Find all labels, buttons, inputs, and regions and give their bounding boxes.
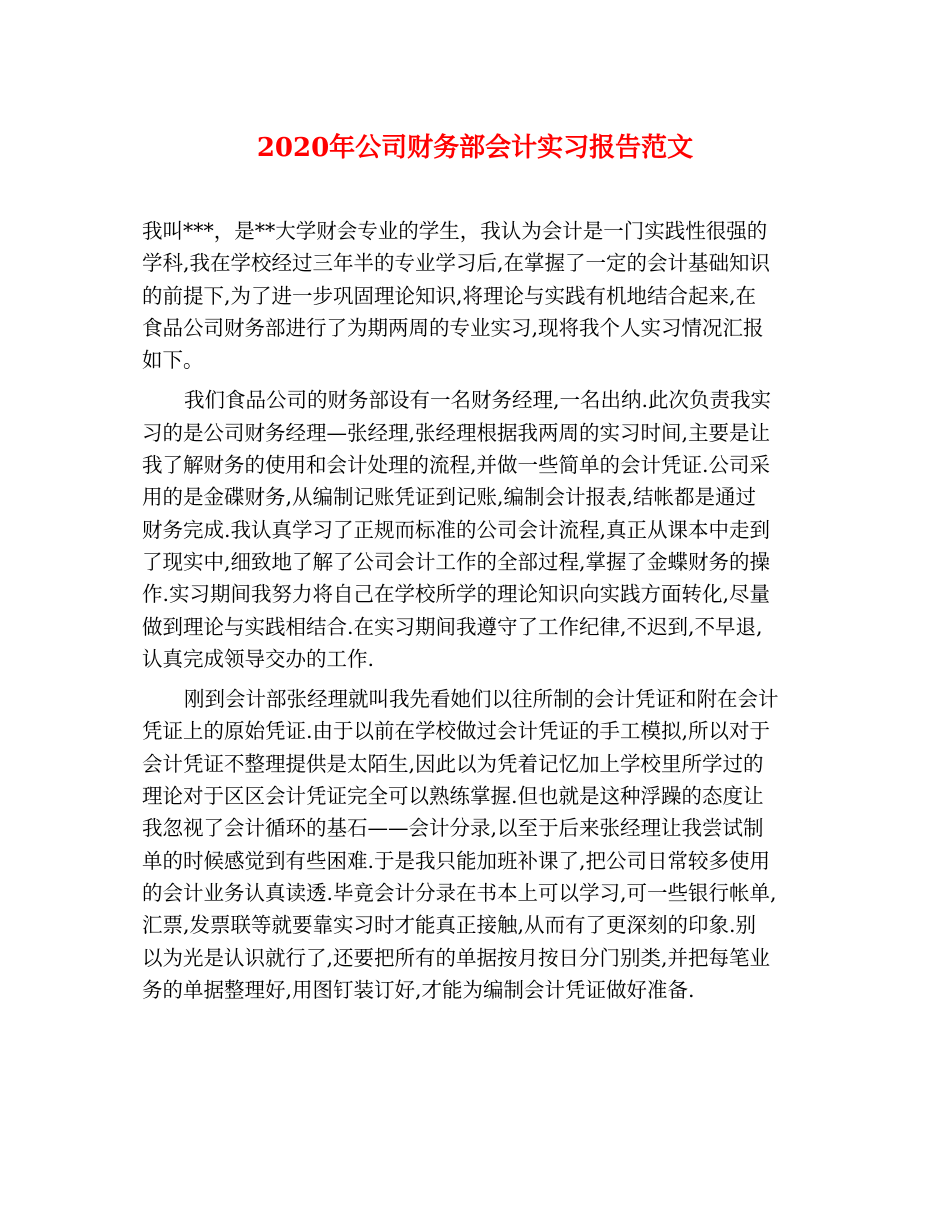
- text-line: 汇票,发票联等就要靠实习时才能真正接触,从而有了更深刻的印象.别: [142, 913, 757, 938]
- text-line: 食品公司财务部进行了为期两周的专业实习,现将我个人实习情况汇报: [142, 315, 764, 340]
- text-line: 我叫***，是**大学财会专业的学生，我认为会计是一门实践性很强的: [142, 219, 768, 243]
- text-line: 我们食品公司的财务部设有一名财务经理,一名出纳.此次负责我实: [184, 388, 772, 413]
- text-line: 以为光是认识就行了,还要把所有的单据按月按日分门别类,并把每笔业: [142, 945, 771, 970]
- text-line: 了现实中,细致地了解了公司会计工作的全部过程,掌握了金蝶财务的操: [142, 549, 771, 574]
- paragraph-3: [142, 683, 814, 1006]
- text-line: 用的是金碟财务,从编制记账凭证到记账,编制会计报表,结帐都是通过: [142, 485, 757, 510]
- page-title: 2020年公司财务部会计实习报告范文: [256, 133, 694, 163]
- paragraph-spacing: [142, 675, 814, 683]
- paragraph-spacing: [142, 376, 814, 384]
- text-line: 如下。: [142, 348, 204, 373]
- text-line: 做到理论与实践相结合.在实习期间我遵守了工作纪律,不迟到,不早退,: [142, 614, 763, 639]
- text-line: 习的是公司财务经理—张经理,张经理根据我两周的实习时间,主要是让: [142, 420, 771, 445]
- text-line: 学科,我在学校经过三年半的专业学习后,在掌握了一定的会计基础知识: [142, 251, 771, 276]
- text-line: 的会计业务认真读透.毕竟会计分录在书本上可以学习,可一些银行帐单,: [142, 880, 777, 905]
- text-line: 财务完成.我认真学习了正规而标准的公司会计流程,真正从课本中走到: [142, 517, 771, 542]
- text-line: 作.实习期间我努力将自己在学校所学的理论知识向实践方面转化,尽量: [142, 582, 771, 607]
- text-line: 我了解财务的使用和会计处理的流程,并做一些简单的会计凭证.公司采: [142, 453, 771, 478]
- paragraph-1: [142, 215, 814, 376]
- text-line: 会计凭证不整理提供是太陌生,因此以为凭着记忆加上学校里所学过的: [142, 751, 764, 776]
- text-line: 认真完成领导交办的工作.: [142, 646, 375, 671]
- text-line: 单的时候感觉到有些困难.于是我只能加班补课了,把公司日常较多使用: [142, 848, 771, 873]
- text-line: 我忽视了会计循环的基石——会计分录,以至于后来张经理让我尝试制: [142, 816, 764, 841]
- text-line: 刚到会计部张经理就叫我先看她们以往所制的会计凭证和附在会计: [184, 687, 779, 712]
- text-line: 理论对于区区会计凭证完全可以熟练掌握.但也就是这种浮躁的态度让: [142, 784, 764, 809]
- paragraph-2: [142, 384, 814, 675]
- text-line: 凭证上的原始凭证.由于以前在学校做过会计凭证的手工模拟,所以对于: [142, 719, 771, 744]
- text-line: 的前提下,为了进一步巩固理论知识,将理论与实践有机地结合起来,在: [142, 283, 757, 308]
- document-body: [142, 215, 814, 1006]
- text-line: 务的单据整理好,用图钉装订好,才能为编制会计凭证做好准备.: [142, 977, 695, 1002]
